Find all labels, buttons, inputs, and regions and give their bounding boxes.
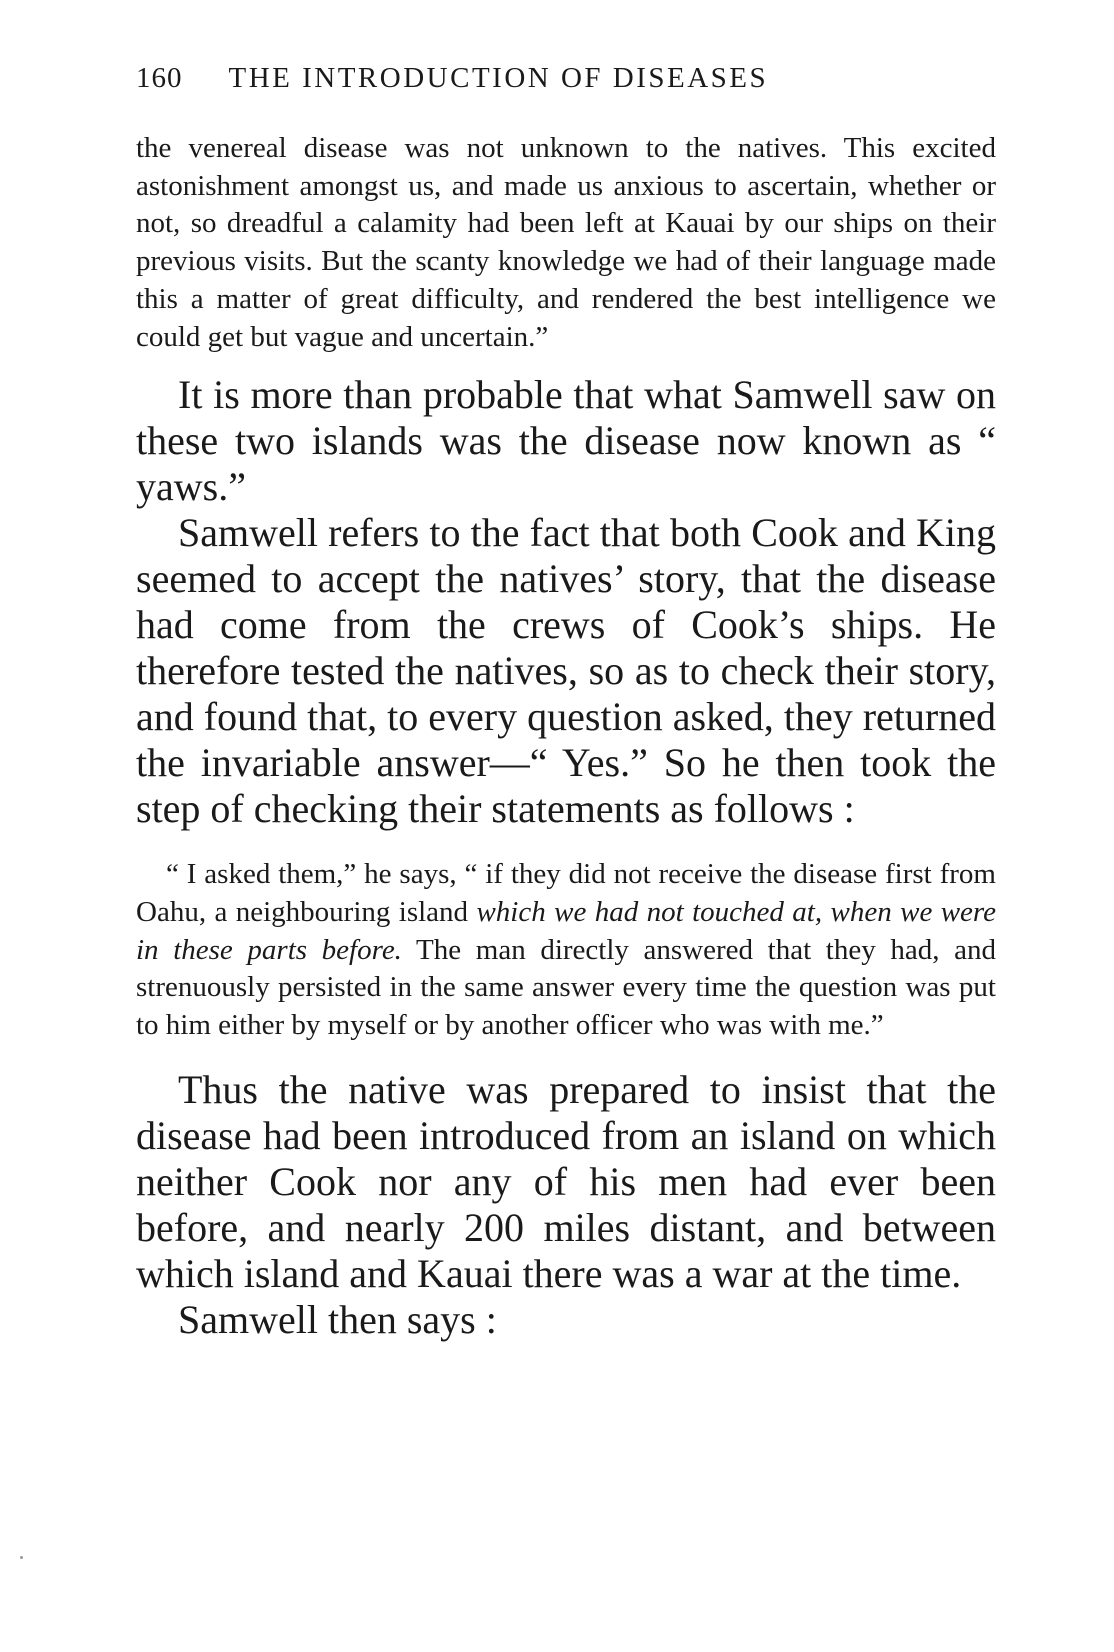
- page-number: 160: [136, 62, 183, 94]
- quote-continuation: the venereal disease was not unknown to the natives. This excited astonishment amongst us, and made us anxious to ascertain, whether or not, so dreadful a calamity had been left at Kauai by our ships on their previous visits. But the scanty knowledge we had of their language made this a matter of great difficulty, and rendered the best intelligence we could get but vague and uncertain.”: [136, 132, 996, 353]
- block-quote-oahu: [136, 856, 996, 1045]
- running-head: [136, 62, 996, 106]
- quote-text-start: “ I asked them,” he says, “ if they did not receive the disease first from Oahu, a neighbouring island: [136, 858, 996, 928]
- quote-text-end: The man directly answered that they had, and strenuously persisted in the same answer every time the question was put to him either by myself or by another officer who was with me.”: [136, 933, 996, 1042]
- paragraph-yaws: It is more than probable that what Samwell saw on these two islands was the disease now known as “ yaws.”: [136, 372, 996, 510]
- page-speck: [20, 1556, 23, 1559]
- paragraph-samwell-refers: Samwell refers to the fact that both Cook and King seemed to accept the natives’ story, that the disease had come from the crews of Cook’s ships. He therefore tested the natives, so as to check their story, and found that, to every question asked, they returned the invariable answer—“ Yes.” So he then took the step of checking their statements as follows :: [136, 510, 996, 832]
- running-title: THE INTRODUCTION OF DISEASES: [228, 62, 769, 94]
- quote-text-italic: which we had not touched at, when we were in these parts before.: [136, 895, 997, 966]
- book-page: [136, 62, 996, 1343]
- paragraph-native-insisted: Thus the native was prepared to insist that the disease had been introduced from an island on which neither Cook nor any of his men had ever been before, and nearly 200 miles distant, and between which island and Kauai there was a war at the time.: [136, 1066, 996, 1296]
- paragraph-samwell-then-says: Samwell then says :: [178, 1296, 497, 1342]
